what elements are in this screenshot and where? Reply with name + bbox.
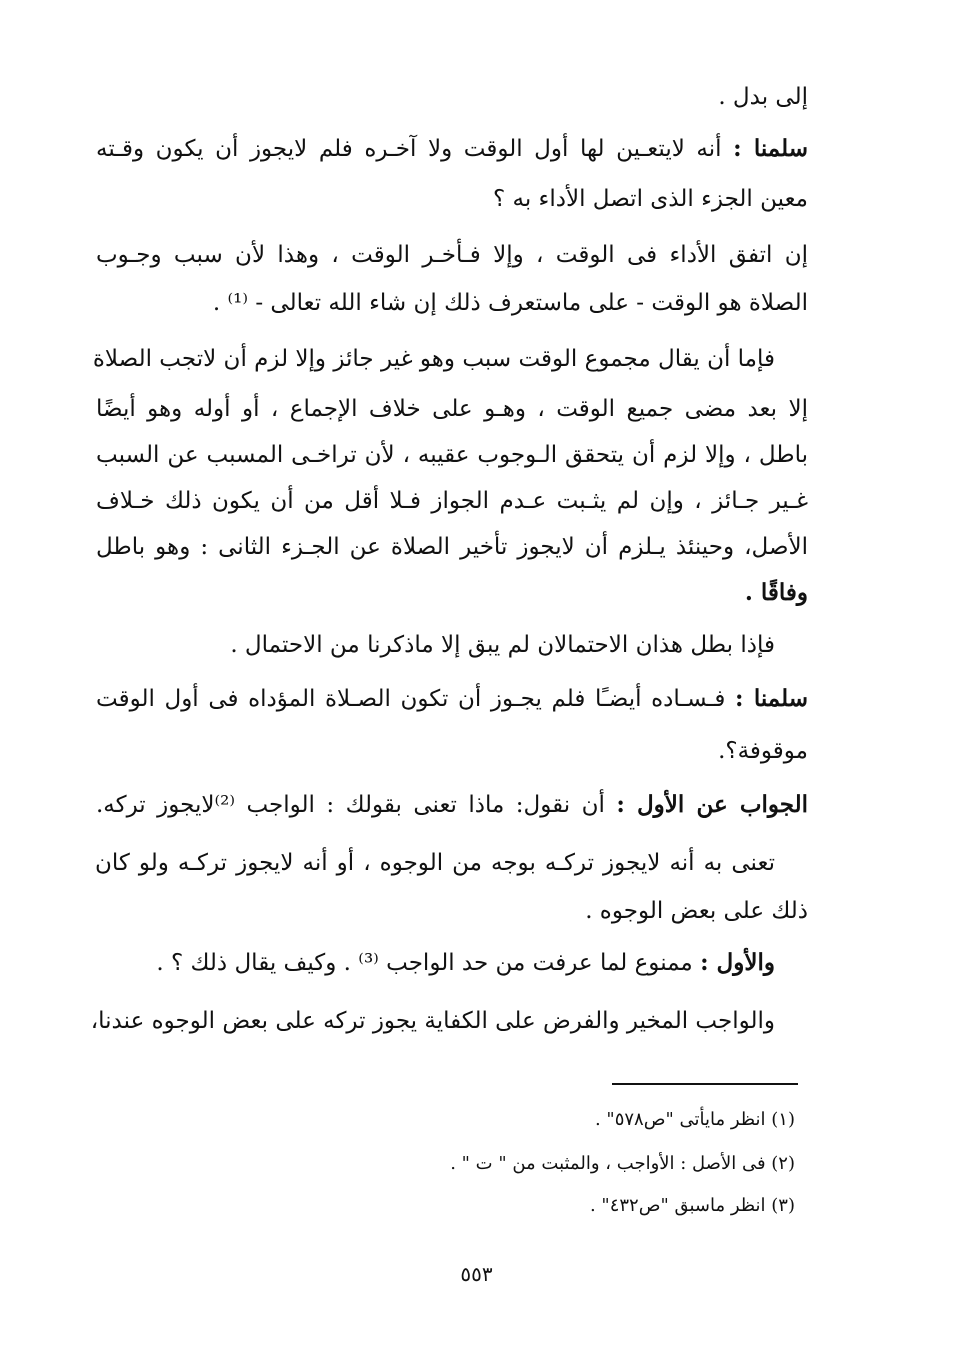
bold-lead: سلمنا : [735, 685, 808, 712]
footnote-text: (٢) فى الأصل : الأواجب ، والمثبت من " ت " . [450, 1153, 795, 1174]
text-line [213, 286, 808, 320]
text-line [745, 576, 808, 610]
text-line [718, 80, 808, 114]
line-text: ذلك على بعض الوجوه . [585, 898, 808, 924]
text-line [585, 894, 808, 928]
text-line [96, 682, 808, 716]
text-line [92, 342, 775, 376]
line-text: موقوفة؟. [718, 738, 808, 764]
line-text: ممنوع لما عرفت من حد الواجب ⁽³⁾ . وكيف يقال ذلك ؟ . [156, 950, 701, 976]
text-line [493, 182, 808, 216]
text-line [95, 846, 775, 880]
text-line [96, 484, 808, 518]
bold-lead: والأول : [700, 949, 775, 976]
footnote-rule [612, 1083, 798, 1085]
line-text: فـسـاده أيضـًا فلم يجـوز أن تكون الصـلاة المؤداه فى أول الوقت [96, 686, 736, 712]
line-text: غـير جـائز ، وإن لم يثـبت عـدم الجواز فـلا أقل من أن يكون ذلك خـلاف [96, 488, 808, 514]
footnote [590, 1192, 795, 1220]
text-line [230, 628, 775, 662]
line-text: والواجب المخير والفرض على الكفاية يجوز تركه على بعض الوجوه عندنا، [90, 1008, 775, 1034]
text-line [156, 946, 775, 980]
line-text: أن نقول: ماذا تعنى بقولك : الواجب ⁽²⁾لايجوز تركه. [96, 792, 617, 818]
text-line [96, 238, 808, 272]
line-text: إن اتفق الأداء فى الوقت ، وإلا فـأخـر الوقت ، وهذا لأن سبب وجـوب [96, 242, 808, 268]
bold-lead: سلمنا : [733, 135, 808, 162]
text-line [96, 438, 808, 472]
line-text: الأصل، وحينئذ يـلزم أن لايجوز تأخير الصلاة عن الجـزء الثانى : وهو باطل [96, 534, 808, 560]
text-line [96, 788, 808, 822]
line-text: الصلاة هو الوقت - على ماستعرف ذلك إن شاء الله تعالى - ⁽¹⁾ . [212, 290, 808, 316]
text-line [96, 530, 808, 564]
text-line [96, 132, 808, 166]
line-text: فإما أن يقال مجموع الوقت سبب وهو غير جائز وإلا لزم أن لاتجب الصلاة [92, 346, 775, 372]
line-text: إلى بدل . [718, 84, 808, 110]
line-text: تعنى به أنه لايجوز تركـه بوجه من الوجوه ، أو أنه لايجوز تركـه ولو كان [95, 850, 775, 876]
footnote-text: (١) انظر مايأتى "ص٥٧٨" . [594, 1109, 795, 1130]
line-text: وفاقًا . [744, 579, 808, 606]
line-text: فإذا بطل هذان الاحتمالان لم يبق إلا ماذكرنا من الاحتمال . [230, 632, 775, 658]
line-text: أنه لايتعـين لها أول الوقت ولا آخـره فلم لايجوز أن يكون وقـته [96, 136, 734, 162]
bold-lead: الجواب عن الأول : [616, 791, 808, 818]
line-text: باطل ، وإلا لزم أن يتحقق الـوجوب عقيبه ، لأن تراخـى المسبب عن السبب [96, 442, 808, 468]
line-text: معين الجزء الذى اتصل الأداء به ؟ [492, 186, 808, 212]
text-line [91, 1004, 775, 1038]
footnote [450, 1150, 795, 1178]
text-line [718, 734, 808, 768]
line-text: إلا بعد مضى جميع الوقت ، وهـو على خلاف الإجماع ، أو أوله وهو أيضًا [96, 396, 808, 422]
text-line [96, 392, 808, 426]
footnote [595, 1106, 795, 1134]
footnote-text: (٣) انظر ماسبق "ص٤٣٢" . [589, 1195, 795, 1216]
page-number: ٥٥٣ [460, 1262, 493, 1286]
